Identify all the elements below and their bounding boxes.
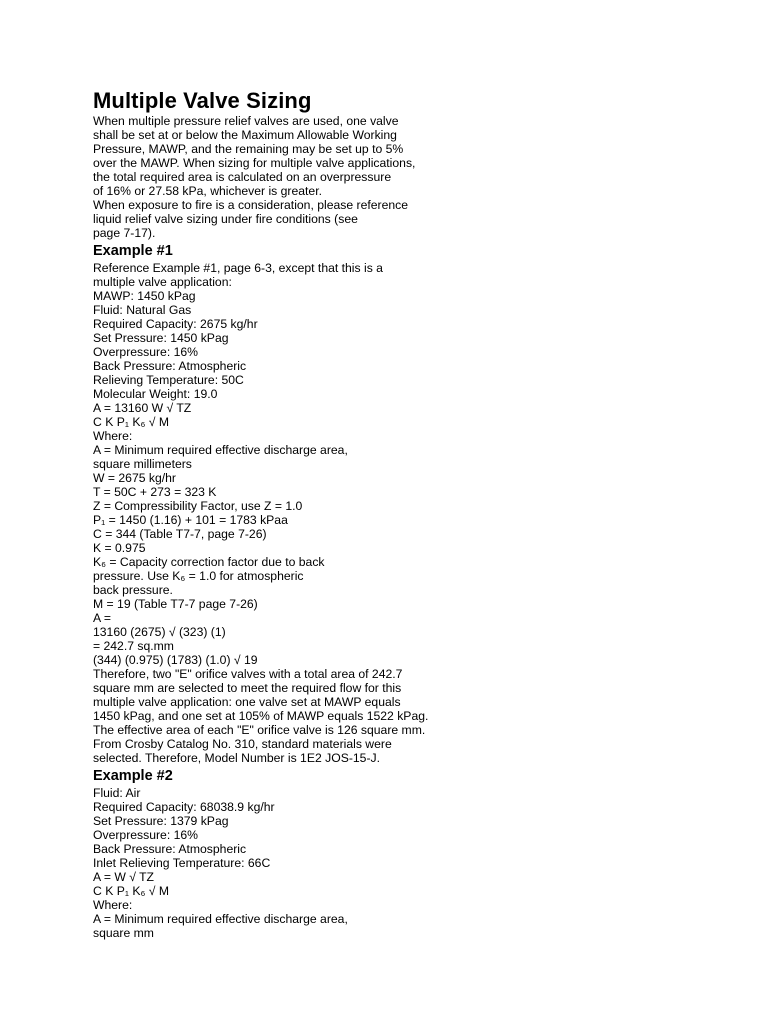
example-1-line: MAWP: 1450 kPag: [93, 289, 196, 303]
example-1-line: (344) (0.975) (1783) (1.0) √ 19: [93, 653, 258, 667]
example-1-line: K₆ = Capacity correction factor due to back: [93, 555, 325, 569]
example-2-line: Back Pressure: Atmospheric: [93, 842, 247, 856]
example-2-line: Overpressure: 16%: [93, 828, 198, 842]
intro-paragraph: [93, 114, 693, 240]
example-1-line: P₁ = 1450 (1.16) + 101 = 1783 kPaa: [93, 513, 288, 527]
intro-line: liquid relief valve sizing under fire conditions (see: [93, 212, 358, 226]
example-1-heading: Example #1: [93, 243, 173, 259]
example-1-line: C = 344 (Table T7-7, page 7-26): [93, 527, 267, 541]
example-1-line: K = 0.975: [93, 541, 146, 555]
example-1-line: = 242.7 sq.mm: [93, 639, 174, 653]
intro-line: Pressure, MAWP, and the remaining may be set up to 5%: [93, 142, 404, 156]
example-1-line: The effective area of each "E" orifice valve is 126 square mm.: [93, 723, 426, 737]
example-2-line: Inlet Relieving Temperature: 66C: [93, 856, 271, 870]
example-2-line: Required Capacity: 68038.9 kg/hr: [93, 800, 275, 814]
document-page: [93, 88, 693, 940]
example-1-line: Fluid: Natural Gas: [93, 303, 192, 317]
document-title: Multiple Valve Sizing: [93, 88, 312, 113]
example-1-line: multiple valve application:: [93, 275, 232, 289]
example-2-line: A = Minimum required effective discharge area,: [93, 912, 348, 926]
example-2-heading: Example #2: [93, 768, 173, 784]
example-1-line: square millimeters: [93, 457, 192, 471]
example-1-line: 13160 (2675) √ (323) (1): [93, 625, 226, 639]
intro-line: When exposure to fire is a consideration, please reference: [93, 198, 409, 212]
example-1-line: From Crosby Catalog No. 310, standard materials were: [93, 737, 392, 751]
example-2-line: Set Pressure: 1379 kPag: [93, 814, 229, 828]
example-1-line: Therefore, two "E" orifice valves with a total area of 242.7: [93, 667, 403, 681]
example-1-line: pressure. Use K₆ = 1.0 for atmospheric: [93, 569, 304, 583]
example-1-line: Z = Compressibility Factor, use Z = 1.0: [93, 499, 303, 513]
example-1-line: Relieving Temperature: 50C: [93, 373, 244, 387]
intro-line: over the MAWP. When sizing for multiple valve applications,: [93, 156, 416, 170]
intro-line: When multiple pressure relief valves are used, one valve: [93, 114, 399, 128]
example-1-line: Back Pressure: Atmospheric: [93, 359, 247, 373]
intro-line: the total required area is calculated on an overpressure: [93, 170, 392, 184]
example-2-line: Fluid: Air: [93, 786, 141, 800]
example-1-line: back pressure.: [93, 583, 173, 597]
example-1-line: A = Minimum required effective discharge area,: [93, 443, 348, 457]
example-1-line: T = 50C + 273 = 323 K: [93, 485, 217, 499]
intro-line: page 7-17).: [93, 226, 156, 240]
example-1-line: Molecular Weight: 19.0: [93, 387, 218, 401]
example-2-line: A = W √ TZ: [93, 870, 154, 884]
example-2-line: square mm: [93, 926, 154, 940]
example-2-line: Where:: [93, 898, 133, 912]
example-1-line: A = 13160 W √ TZ: [93, 401, 192, 415]
example-1-line: Where:: [93, 429, 133, 443]
example-1-line: Required Capacity: 2675 kg/hr: [93, 317, 258, 331]
example-1-line: selected. Therefore, Model Number is 1E2 JOS-15-J.: [93, 751, 380, 765]
example-1-line: square mm are selected to meet the required flow for this: [93, 681, 402, 695]
example-1-line: Set Pressure: 1450 kPag: [93, 331, 229, 345]
example-1-line: A =: [93, 611, 111, 625]
example-1-body: [93, 261, 693, 765]
example-1-line: C K P₁ K₆ √ M: [93, 415, 169, 429]
intro-line: shall be set at or below the Maximum Allowable Working: [93, 128, 397, 142]
example-1-line: Reference Example #1, page 6-3, except that this is a: [93, 261, 383, 275]
example-1-line: W = 2675 kg/hr: [93, 471, 176, 485]
example-2-body: [93, 786, 693, 940]
example-1-line: 1450 kPag, and one set at 105% of MAWP equals 1522 kPag.: [93, 709, 429, 723]
example-1-line: M = 19 (Table T7-7 page 7-26): [93, 597, 258, 611]
intro-line: of 16% or 27.58 kPa, whichever is greater.: [93, 184, 322, 198]
example-1-line: multiple valve application: one valve set at MAWP equals: [93, 695, 401, 709]
example-2-line: C K P₁ K₆ √ M: [93, 884, 169, 898]
example-1-line: Overpressure: 16%: [93, 345, 198, 359]
